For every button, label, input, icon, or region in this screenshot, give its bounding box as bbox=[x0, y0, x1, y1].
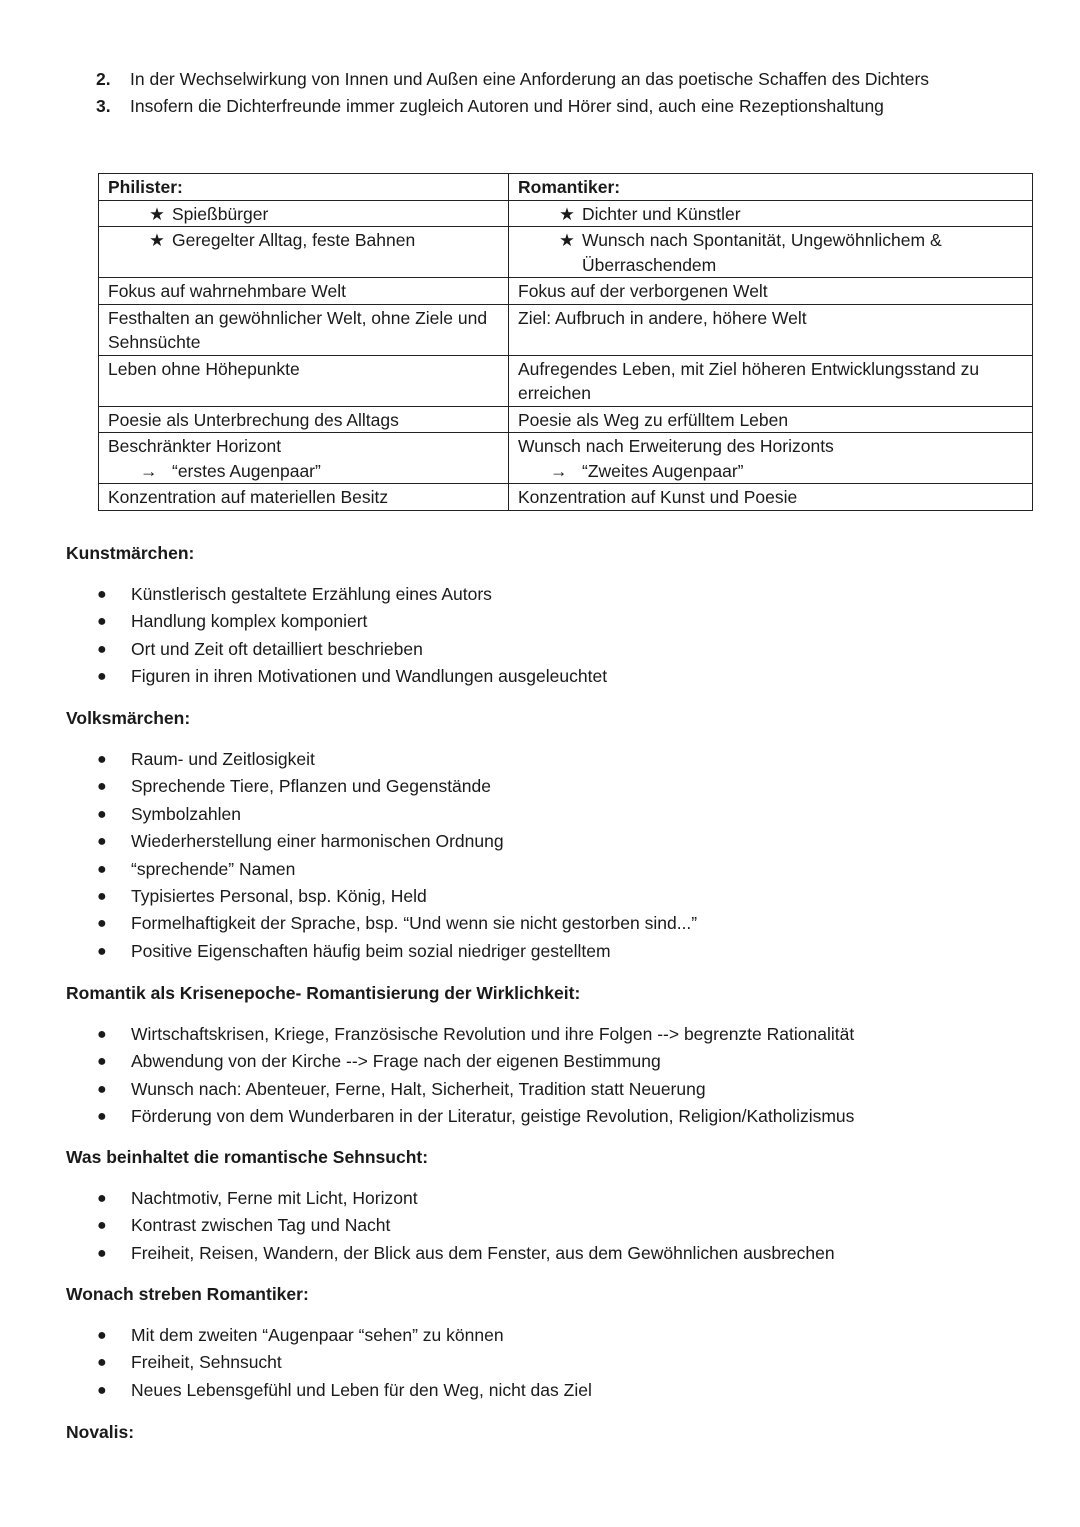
list-item bbox=[66, 636, 1056, 663]
table-cell-note: “Zweites Augenpaar” bbox=[582, 460, 744, 481]
list-item-text: Ort und Zeit oft detailliert beschrieben bbox=[131, 638, 423, 659]
table-cell: Beschränkter Horizont bbox=[108, 436, 282, 456]
section-novalis bbox=[66, 1419, 1056, 1446]
table-cell: Geregelter Alltag, feste Bahnen bbox=[172, 230, 416, 250]
bullet-icon: ● bbox=[97, 1080, 107, 1098]
list-item bbox=[66, 1076, 1056, 1103]
section-krisenepoche bbox=[66, 980, 1056, 1131]
numbered-list bbox=[96, 66, 1056, 120]
list-item bbox=[66, 1212, 1056, 1239]
table-cell: Poesie als Unterbrechung des Alltags bbox=[99, 406, 509, 433]
bullet-list bbox=[66, 1322, 1056, 1404]
list-item-text: Wiederherstellung einer harmonischen Ordnung bbox=[131, 831, 504, 852]
table-cell: Wunsch nach Erweiterung des Horizonts bbox=[518, 436, 834, 456]
list-item bbox=[66, 910, 1056, 937]
column-header-romantiker: Romantiker: bbox=[509, 174, 1033, 201]
list-item bbox=[66, 1103, 1056, 1130]
item-number: 2. bbox=[96, 69, 111, 89]
list-item bbox=[66, 801, 1056, 828]
list-item bbox=[66, 1377, 1056, 1404]
table-cell: Festhalten an gewöhnlicher Welt, ohne Ziele und Sehnsüchte bbox=[99, 304, 509, 355]
list-item bbox=[66, 581, 1056, 608]
list-item-text: Wunsch nach: Abenteuer, Ferne, Halt, Sicherheit, Tradition statt Neuerung bbox=[131, 1078, 706, 1099]
list-item-text: Freiheit, Reisen, Wandern, der Blick aus dem Fenster, aus dem Gewöhnlichen ausbrechen bbox=[131, 1242, 835, 1263]
list-item-text: Künstlerisch gestaltete Erzählung eines Autors bbox=[131, 584, 492, 604]
comparison-table bbox=[98, 173, 1033, 511]
bullet-icon: ● bbox=[97, 887, 107, 905]
list-item bbox=[66, 773, 1056, 800]
section-heading: Volksmärchen: bbox=[66, 708, 191, 728]
bullet-icon: ● bbox=[97, 833, 107, 851]
section-heading: Wonach streben Romantiker: bbox=[66, 1284, 309, 1304]
list-item-text: Neues Lebensgefühl und Leben für den Weg, nicht das Ziel bbox=[131, 1379, 592, 1400]
table-row bbox=[99, 227, 1033, 278]
list-item-text: Handlung komplex komponiert bbox=[131, 611, 368, 632]
bullet-icon: ● bbox=[97, 1217, 107, 1235]
table-cell: Fokus auf der verborgenen Welt bbox=[509, 278, 1033, 305]
bullet-icon: ● bbox=[97, 751, 107, 768]
numbered-item bbox=[96, 93, 1056, 120]
list-item-text: Raum- und Zeitlosigkeit bbox=[131, 749, 315, 769]
table-cell: Leben ohne Höhepunkte bbox=[99, 355, 509, 406]
section-heading: Romantik als Krisenepoche- Romantisierung der Wirklichkeit: bbox=[66, 983, 581, 1003]
table-cell: Fokus auf wahrnehmbare Welt bbox=[99, 278, 509, 305]
section-kunstmaerchen bbox=[66, 540, 1056, 691]
bullet-icon: ● bbox=[97, 640, 107, 658]
star-icon: ★ bbox=[149, 203, 165, 224]
list-item-text: Wirtschaftskrisen, Kriege, Französische Revolution und ihre Folgen --> begrenzte Rationalität bbox=[131, 1024, 855, 1044]
list-item-text: Sprechende Tiere, Pflanzen und Gegenstände bbox=[131, 776, 491, 797]
section-streben bbox=[66, 1281, 1056, 1404]
section-sehnsucht bbox=[66, 1144, 1056, 1267]
table-row bbox=[99, 406, 1033, 433]
bullet-icon: ● bbox=[97, 1354, 107, 1372]
list-item-text: Kontrast zwischen Tag und Nacht bbox=[131, 1215, 391, 1236]
bullet-icon: ● bbox=[97, 1108, 107, 1126]
list-item bbox=[66, 746, 1056, 773]
table-cell-note: “erstes Augenpaar” bbox=[172, 460, 321, 481]
table-row bbox=[99, 484, 1033, 511]
list-item-text: Typisiertes Personal, bsp. König, Held bbox=[131, 885, 427, 906]
bullet-icon: ● bbox=[97, 805, 107, 823]
item-text: Insofern die Dichterfreunde immer zugleich Autoren und Hörer sind, auch eine Rezeptionshaltung bbox=[130, 96, 884, 116]
item-text: In der Wechselwirkung von Innen und Außen eine Anforderung an das poetische Schaffen des Dichters bbox=[130, 69, 930, 89]
list-item-text: Positive Eigenschaften häufig beim sozial niedriger gestelltem bbox=[131, 940, 611, 961]
list-item-text: Formelhaftigkeit der Sprache, bsp. “Und wenn sie nicht gestorben sind...” bbox=[131, 913, 698, 934]
arrow-right-icon: → bbox=[140, 460, 158, 481]
list-item-text: Mit dem zweiten “Augenpaar “sehen” zu können bbox=[131, 1325, 504, 1345]
list-item-text: Abwendung von der Kirche --> Frage nach der eigenen Bestimmung bbox=[131, 1051, 661, 1072]
table-cell: Wunsch nach Spontanität, Ungewöhnlichem & Überraschendem bbox=[582, 230, 942, 275]
bullet-icon: ● bbox=[97, 1327, 107, 1344]
section-heading: Was beinhaltet die romantische Sehnsucht: bbox=[66, 1147, 429, 1167]
star-icon: ★ bbox=[149, 230, 165, 250]
list-item bbox=[66, 663, 1056, 690]
arrow-right-icon: → bbox=[550, 460, 568, 481]
bullet-icon: ● bbox=[97, 1026, 107, 1043]
table-header-row bbox=[99, 174, 1033, 201]
star-icon: ★ bbox=[559, 203, 575, 224]
list-item bbox=[66, 608, 1056, 635]
table-cell: Spießbürger bbox=[172, 203, 269, 224]
list-item-text: “sprechende” Namen bbox=[131, 858, 296, 879]
list-item bbox=[66, 883, 1056, 910]
list-item bbox=[66, 828, 1056, 855]
list-item-text: Nachtmotiv, Ferne mit Licht, Horizont bbox=[131, 1188, 418, 1208]
bullet-icon: ● bbox=[97, 860, 107, 878]
table-row bbox=[99, 433, 1033, 484]
list-item bbox=[66, 1048, 1056, 1075]
column-header-philister: Philister: bbox=[99, 174, 509, 201]
item-number: 3. bbox=[96, 96, 111, 116]
bullet-list bbox=[66, 1185, 1056, 1267]
list-item-text: Förderung von dem Wunderbaren in der Literatur, geistige Revolution, Religion/Katholizismus bbox=[131, 1106, 855, 1127]
bullet-icon: ● bbox=[97, 1053, 107, 1071]
bullet-icon: ● bbox=[97, 942, 107, 960]
list-item bbox=[66, 938, 1056, 965]
list-item-text: Figuren in ihren Motivationen und Wandlungen ausgeleuchtet bbox=[131, 666, 608, 687]
list-item bbox=[66, 1322, 1056, 1349]
table-row bbox=[99, 304, 1033, 355]
table-cell: Konzentration auf materiellen Besitz bbox=[99, 484, 509, 511]
bullet-icon: ● bbox=[97, 1190, 107, 1207]
bullet-icon: ● bbox=[97, 1244, 107, 1262]
bullet-icon: ● bbox=[97, 1381, 107, 1399]
bullet-list bbox=[66, 581, 1056, 691]
numbered-item bbox=[96, 66, 1056, 93]
table-cell: Poesie als Weg zu erfülltem Leben bbox=[509, 406, 1033, 433]
list-item bbox=[66, 1185, 1056, 1212]
list-item bbox=[66, 1240, 1056, 1267]
table-row bbox=[99, 278, 1033, 305]
list-item-text: Symbolzahlen bbox=[131, 803, 241, 824]
bullet-icon: ● bbox=[97, 778, 107, 796]
table-cell: Konzentration auf Kunst und Poesie bbox=[509, 484, 1033, 511]
section-heading: Kunstmärchen: bbox=[66, 543, 195, 563]
table-cell: Aufregendes Leben, mit Ziel höheren Entwicklungsstand zu erreichen bbox=[509, 355, 1033, 406]
bullet-icon: ● bbox=[97, 915, 107, 933]
bullet-list bbox=[66, 746, 1056, 965]
section-heading: Novalis: bbox=[66, 1422, 135, 1442]
table-row bbox=[99, 200, 1033, 227]
bullet-icon: ● bbox=[97, 613, 107, 631]
table-row bbox=[99, 355, 1033, 406]
list-item bbox=[66, 1021, 1056, 1048]
table-cell: Ziel: Aufbruch in andere, höhere Welt bbox=[509, 304, 1033, 355]
table-cell: Dichter und Künstler bbox=[582, 203, 741, 224]
list-item bbox=[66, 856, 1056, 883]
bullet-list bbox=[66, 1021, 1056, 1131]
bullet-icon: ● bbox=[97, 586, 107, 603]
bullet-icon: ● bbox=[97, 668, 107, 686]
star-icon: ★ bbox=[559, 230, 575, 250]
list-item bbox=[66, 1349, 1056, 1376]
list-item-text: Freiheit, Sehnsucht bbox=[131, 1352, 282, 1373]
section-volksmaerchen bbox=[66, 705, 1056, 965]
